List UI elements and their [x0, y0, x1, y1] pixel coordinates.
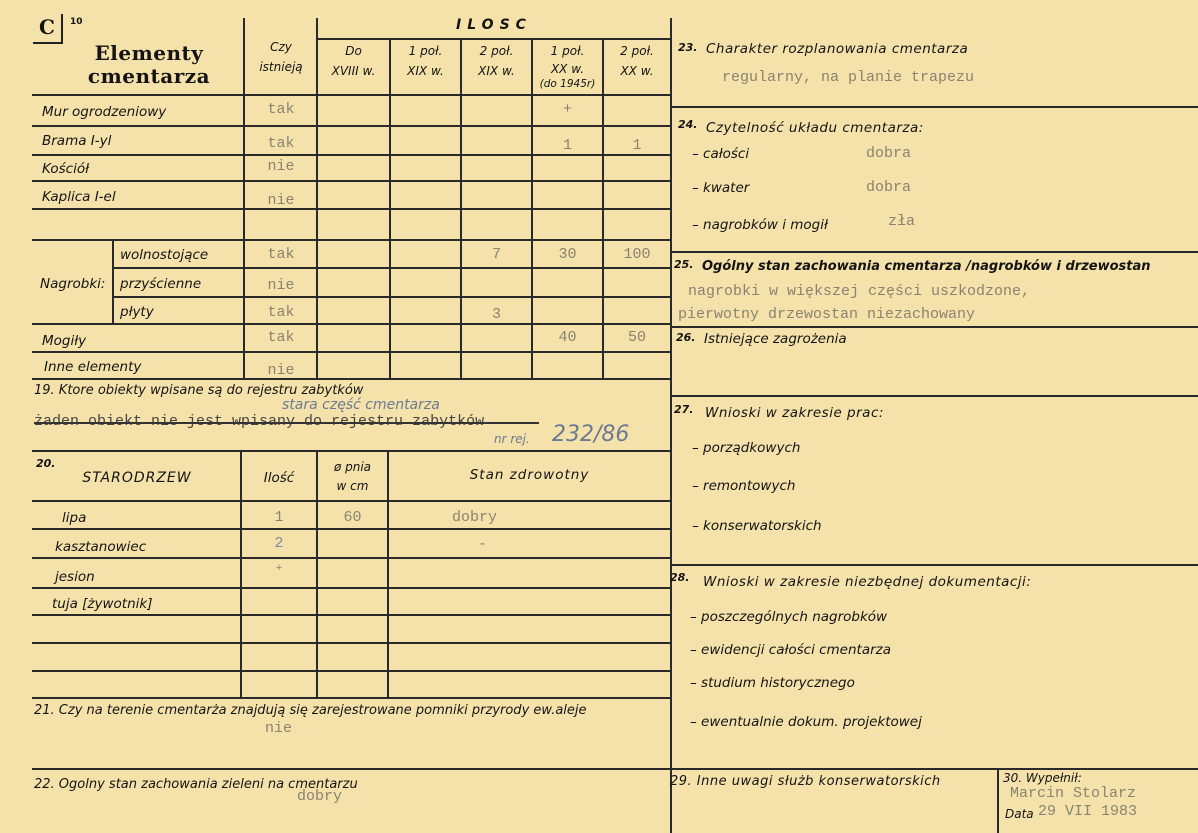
s20-title: STARODRZEW — [82, 470, 192, 486]
header-col-20a-2: XX w. — [550, 62, 585, 76]
tombs-wall-exists: nie — [267, 277, 295, 294]
s28-num: 28. — [670, 571, 690, 584]
tree-qty-linden: 1 — [274, 509, 284, 526]
header-col-20a-3: (do 1945r) — [539, 78, 596, 90]
s25-line2: pierwotny drzewostan niezachowany — [678, 306, 976, 323]
rule — [670, 106, 1198, 108]
s24-row2-label: – kwater — [692, 180, 750, 196]
element-label-chapel: Kaplica I-el — [42, 189, 116, 205]
s24-row3-label: – nagrobków i mogił — [692, 217, 828, 233]
s19-reg-prefix: nr rej. — [494, 432, 530, 446]
rule — [460, 38, 462, 378]
s19-label: 19. Ktore obiekty wpisane są do rejestru zabytków — [34, 383, 364, 398]
s25-label: Ogólny stan zachowania cmentarza /nagrobków i drzewostan — [702, 259, 1151, 274]
page-title-line1: Elementy — [94, 41, 204, 65]
rule — [389, 38, 391, 378]
rule — [32, 239, 670, 241]
tombs-freestanding-label: wolnostojące — [120, 247, 209, 263]
s28-item-records: – ewidencji całości cmentarza — [690, 642, 892, 658]
s22-value: dobry — [297, 788, 343, 805]
s24-label: Czytelność układu cmentarza: — [706, 120, 924, 136]
element-exists-church: nie — [267, 158, 295, 175]
rule — [32, 378, 670, 380]
rule — [670, 564, 1198, 566]
s27-item-repair: – remontowych — [692, 478, 796, 494]
graves-exists: tak — [267, 329, 295, 346]
s30-label: 30. Wypełnił: — [1003, 771, 1082, 785]
rule — [670, 326, 1198, 328]
rule — [32, 208, 670, 210]
graves-c20a: 40 — [558, 329, 577, 346]
tree-name-chestnut: kasztanowiec — [55, 539, 147, 555]
s19-hand-top: stara część cmentarza — [282, 397, 440, 413]
tombs-slabs-exists: tak — [267, 304, 295, 321]
tombs-slabs-label: płyty — [120, 304, 154, 320]
s25-num: 25. — [674, 258, 694, 271]
tree-qty-ash: + — [275, 563, 283, 575]
element-c20a-wall: + — [562, 101, 572, 118]
tree-diam-linden: 60 — [343, 509, 362, 526]
rule — [32, 500, 670, 502]
s24-row3-value: zła — [888, 213, 916, 230]
other-label: Inne elementy — [44, 359, 142, 375]
s22-label: 22. Ogolny stan zachowania zieleni na cmentarzu — [34, 777, 358, 792]
tombs-wall-label: przyścienne — [120, 276, 202, 292]
rule — [32, 450, 670, 452]
header-col-19b-2: XIX w. — [478, 64, 515, 78]
s23-num: 23. — [678, 41, 698, 54]
rule — [670, 251, 1198, 253]
tombs-freestanding-exists: tak — [267, 246, 295, 263]
tree-name-linden: lipa — [62, 510, 87, 526]
header-col-19a-1: 1 poł. — [408, 44, 443, 58]
s23-value: regularny, na planie trapezu — [722, 69, 975, 86]
rule — [32, 587, 670, 589]
rule — [32, 557, 670, 559]
tombs-freestanding-c20a: 30 — [558, 246, 577, 263]
graves-label: Mogiły — [42, 333, 87, 349]
s21-label: 21. Czy na terenie cmentarża znajdują się zarejestrowane pomniki przyrody ew.aleje — [34, 703, 587, 718]
s24-row2-value: dobra — [866, 179, 912, 196]
s28-item-history: – studium historycznego — [690, 675, 855, 691]
rule — [32, 351, 670, 353]
element-exists-chapel: nie — [267, 192, 295, 209]
rule — [112, 296, 670, 298]
tree-qty-chestnut: 2 — [274, 535, 284, 552]
rule — [243, 18, 245, 378]
s28-item-tombs: – poszczególnych nagrobków — [690, 609, 888, 625]
form-letter: C — [33, 14, 63, 44]
s27-label: Wnioski w zakresie prac: — [705, 405, 884, 421]
rule — [997, 768, 999, 833]
element-exists-wall: tak — [267, 101, 295, 118]
s29-label: 29. Inne uwagi służb konserwatorskich — [670, 774, 941, 789]
s26-label: Istniejące zagrożenia — [704, 331, 847, 347]
s20-col-health: Stan zdrowotny — [469, 467, 590, 483]
rule — [32, 670, 670, 672]
s30-date-label: Data — [1005, 807, 1034, 821]
s25-line1: nagrobki w większej części uszkodzone, — [688, 283, 1031, 300]
s27-item-conservation: – konserwatorskich — [692, 518, 822, 534]
header-col-20a-1: 1 poł. — [550, 44, 585, 58]
header-col-20b-2: XX w. — [620, 64, 654, 78]
s19-reg-number: 232/86 — [552, 422, 630, 447]
rule — [317, 38, 670, 40]
s28-item-design: – ewentualnie dokum. projektowej — [690, 714, 922, 730]
rule — [112, 239, 114, 323]
rule — [32, 180, 670, 182]
rule — [32, 697, 670, 699]
form-superscript: 10 — [70, 17, 83, 27]
header-col-20b-1: 2 poł. — [620, 44, 654, 58]
other-exists: nie — [267, 362, 295, 379]
header-quantity: ILOSC — [456, 17, 532, 33]
s21-value: nie — [265, 720, 293, 737]
header-col-to18-2: XVIII w. — [331, 64, 376, 78]
graves-c20b: 50 — [627, 329, 646, 346]
rule — [32, 528, 670, 530]
rule — [602, 38, 604, 378]
header-col-19b-1: 2 poł. — [479, 44, 514, 58]
rule — [387, 450, 389, 697]
s24-row1-value: dobra — [866, 145, 912, 162]
element-label-gate: Brama I-yl — [42, 133, 112, 149]
rule — [32, 125, 670, 127]
element-c20b-gate: 1 — [632, 137, 642, 154]
s27-num: 27. — [674, 403, 694, 416]
s20-num: 20. — [36, 457, 56, 470]
rule — [112, 267, 670, 269]
tree-health-linden: dobry — [452, 509, 498, 526]
s30-date: 29 VII 1983 — [1038, 803, 1138, 820]
header-col-19a-2: XIX w. — [407, 64, 444, 78]
s27-item-cleanup: – porządkowych — [692, 440, 801, 456]
header-exists-2: istnieją — [259, 60, 303, 74]
rule — [32, 94, 670, 96]
strikethrough — [34, 422, 539, 424]
s24-num: 24. — [678, 118, 698, 131]
header-col-to18-1: Do — [345, 44, 362, 58]
tree-health-chestnut: - — [478, 536, 488, 553]
s28-label: Wnioski w zakresie niezbędnej dokumentacji: — [703, 574, 1032, 590]
s23-label: Charakter rozplanowania cmentarza — [706, 41, 969, 57]
page-title-line2: cmentarza — [87, 64, 211, 88]
s26-num: 26. — [676, 331, 696, 344]
tree-name-ash: jesion — [55, 569, 95, 585]
s24-row1-label: – całości — [692, 146, 750, 162]
rule — [670, 18, 672, 833]
tombs-freestanding-c19b: 7 — [491, 246, 501, 263]
tree-name-thuja: tuja [żywotnik] — [52, 596, 153, 612]
s20-col-diam-1: ø pnia — [333, 460, 372, 474]
rule — [32, 642, 670, 644]
element-label-wall: Mur ogrodzeniowy — [42, 104, 167, 120]
header-exists-1: Czy — [270, 40, 292, 54]
element-exists-gate: tak — [267, 135, 295, 152]
tombs-slabs-c19b: 3 — [491, 306, 501, 323]
element-label-church: Kościół — [42, 161, 89, 177]
rule — [670, 395, 1198, 397]
s20-col-qty: Ilość — [263, 470, 295, 486]
tombs-label: Nagrobki: — [40, 276, 106, 292]
s20-col-diam-2: w cm — [336, 479, 369, 493]
s30-name: Marcin Stolarz — [1010, 785, 1137, 802]
tombs-freestanding-c20b: 100 — [623, 246, 651, 263]
rule — [32, 614, 670, 616]
rule — [32, 323, 670, 325]
element-c20a-gate: 1 — [562, 137, 572, 154]
